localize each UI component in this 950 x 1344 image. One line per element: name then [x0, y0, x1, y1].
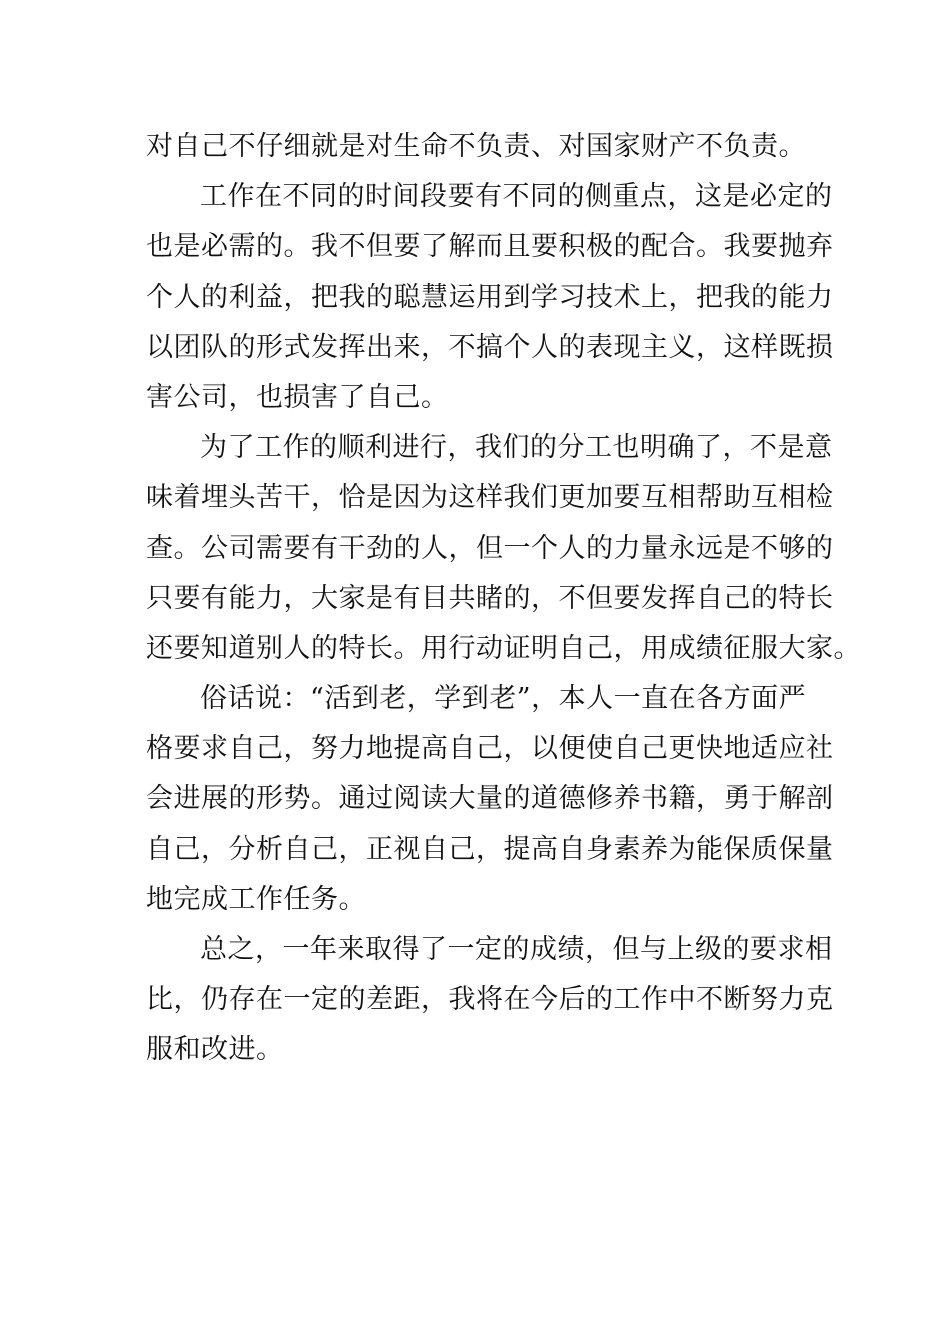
text-line: 比，仍存在一定的差距，我将在今后的工作中不断努力克	[146, 984, 834, 1016]
paragraph-first-line: 为了工作的顺利进行，我们的分工也明确了，不是意	[200, 432, 833, 464]
document-body	[146, 122, 861, 1076]
text-line: 也是必需的。我不但要了解而且要积极的配合。我要抛弃	[146, 231, 834, 263]
text-line: 格要求自己，努力地提高自己，以便使自己更快地适应社	[146, 733, 834, 765]
paragraph-first-line: 俗话说：“活到老，学到老”，本人一直在各方面严	[200, 683, 807, 715]
paragraph-first-line: 总之，一年来取得了一定的成绩，但与上级的要求相	[200, 934, 833, 965]
paragraph-first-line: 工作在不同的时间段要有不同的侧重点，这是必定的	[200, 181, 833, 213]
text-line: 害公司，也损害了自己。	[146, 381, 449, 413]
text-line: 地完成工作任务。	[146, 883, 366, 915]
text-line: 自己，分析自己，正视自己，提高自身素养为能保质保量	[146, 833, 834, 865]
text-line: 个人的利益，把我的聪慧运用到学习技术上，把我的能力	[146, 281, 834, 313]
text-line: 会进展的形势。通过阅读大量的道德修养书籍，勇于解剖	[146, 783, 834, 815]
text-line: 以团队的形式发挥出来，不搞个人的表现主义，这样既损	[146, 331, 834, 363]
text-line: 查。公司需要有干劲的人，但一个人的力量永远是不够的	[146, 532, 834, 564]
text-line: 还要知道别人的特长。用行动证明自己，用成绩征服大家。	[146, 632, 861, 664]
text-line: 对自己不仔细就是对生命不负责、对国家财产不负责。	[146, 131, 806, 162]
text-line: 味着埋头苦干，恰是因为这样我们更加要互相帮助互相检	[146, 482, 834, 514]
text-line: 服和改进。	[146, 1034, 284, 1066]
text-line: 只要有能力，大家是有目共睹的，不但要发挥自己的特长	[146, 582, 834, 614]
